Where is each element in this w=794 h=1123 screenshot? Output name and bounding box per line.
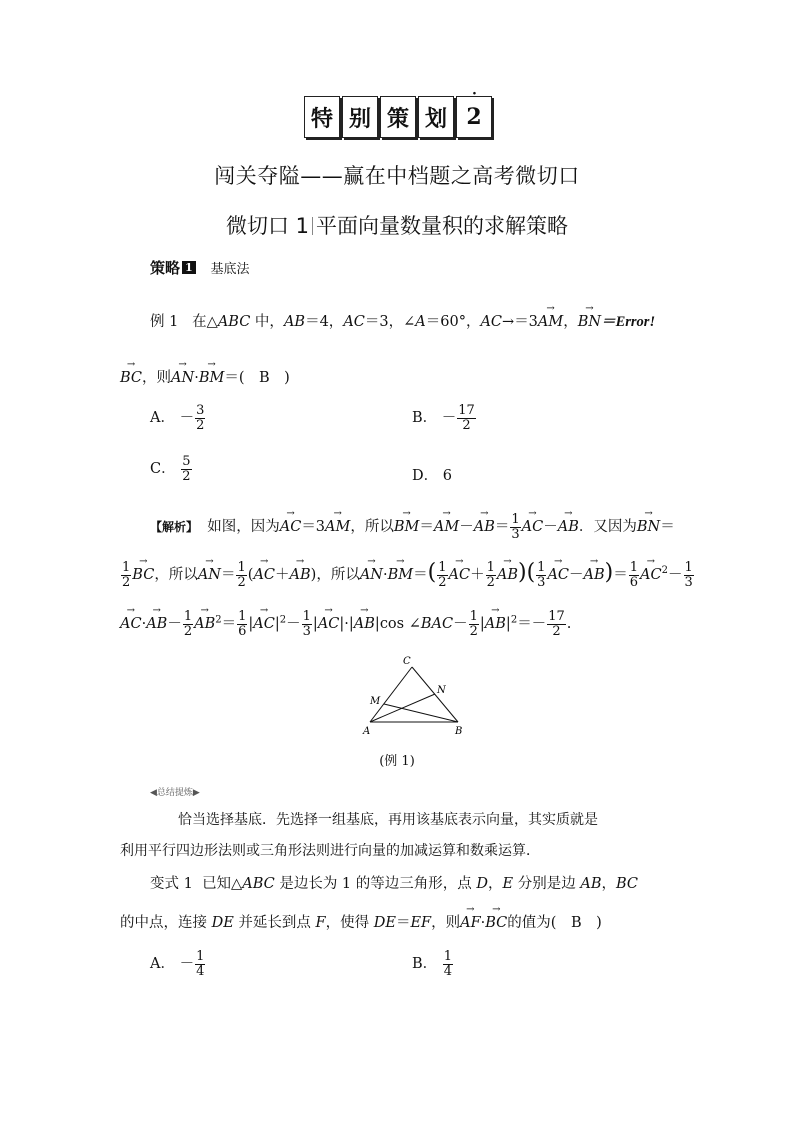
point-c-label: C <box>403 656 411 667</box>
point-n-label: N <box>437 685 446 696</box>
point-b-label: B <box>455 726 463 737</box>
banner-card: 策 <box>380 96 416 138</box>
banner-card: 划 <box>418 96 454 138</box>
variant-1-stem: 变式 1 已知△ABC 是边长为 1 的等边三角形，点 D，E 分别是边 AB，BC <box>150 876 639 892</box>
strategy-heading: 策略 1 基底法 <box>150 259 250 277</box>
example-1-stem: 例 1 在△ABC 中，AB＝4，AC＝3，∠A＝60°，AC→＝3→ AM，→ BN＝Error! <box>150 310 655 331</box>
example-1-stem-cont: → BC，则→ AN·→ BM＝( B ) <box>120 366 290 387</box>
summary-line-2: 利用平行四边形法则或三角形法则进行向量的加减运算和数乘运算． <box>120 843 540 859</box>
subtitle: 微切口 1 平面向量数量积的求解策略 <box>225 214 569 238</box>
section-title: 闯关夺隘——赢在中档题之高考微切口 <box>214 164 580 188</box>
solution-line-2: $\frac{1}{2}$ → BC，所以→ AN＝ $\frac{1}{2}$ (→ AC＋→ AB)，所以→ AN·→ BM＝( $\frac{1}{2}$ → AC＋ $\frac{1}{2}$ → AB)( $\frac{1}{3}$ → AC－→ AB)＝ $\frac{1}{6}$ → $AC^2-$ $\frac{1}{3}$ <box>120 560 695 589</box>
segment-bm <box>384 704 458 722</box>
triangle-figure <box>355 652 475 742</box>
option-b: B． － $\frac{17}{2}$ <box>412 403 475 433</box>
summary-tag: ◀总结提炼▶ <box>150 788 200 798</box>
solution-line-1: 【解析】 如图，因为→ AC＝3→ AM，所以→ BM＝→ AM－→ AB＝ $\frac{1}{3}$ → AC－→ AB．又因为→ BN＝ <box>150 513 675 541</box>
side-ac <box>370 667 412 722</box>
special-plan-banner <box>304 86 490 138</box>
summary-line-1: 恰当选择基底．先选择一组基底，再用该基底表示向量，其实质就是 <box>178 812 598 828</box>
banner-card: 特 <box>304 96 340 138</box>
banner-card: · 2 <box>456 96 492 138</box>
variant-1-stem-cont: 的中点，连接 DE 并延长到点 F，使得 DE＝EF，则→ AF·→ BC的值为( B ) <box>120 911 602 932</box>
point-a-label: A <box>363 726 371 737</box>
point-m-label: M <box>370 696 381 707</box>
variant-option-b: B． $\frac{1}{4}$ <box>412 949 453 979</box>
banner-card: 别 <box>342 96 378 138</box>
figure-caption: (例 1) <box>379 754 415 769</box>
variant-option-a: A． － $\frac{1}{4}$ <box>150 949 205 979</box>
solution-line-3: → AC·→ AB－ $\frac{1}{2}$ → $AB^2=$ $\frac{1}{6}$ |→ $AC|^2-$ $\frac{1}{3}$ |→ AC|·|→ AB|cos ∠BAC－ $\frac{1}{2}$ |→ $AB|^2=-$ $\frac{17}{2}$ . <box>120 610 571 638</box>
option-a: A． － $\frac{3}{2}$ <box>150 403 205 433</box>
option-d: D． 6 <box>412 468 452 484</box>
option-c: C． $\frac{5}{2}$ <box>150 454 191 484</box>
